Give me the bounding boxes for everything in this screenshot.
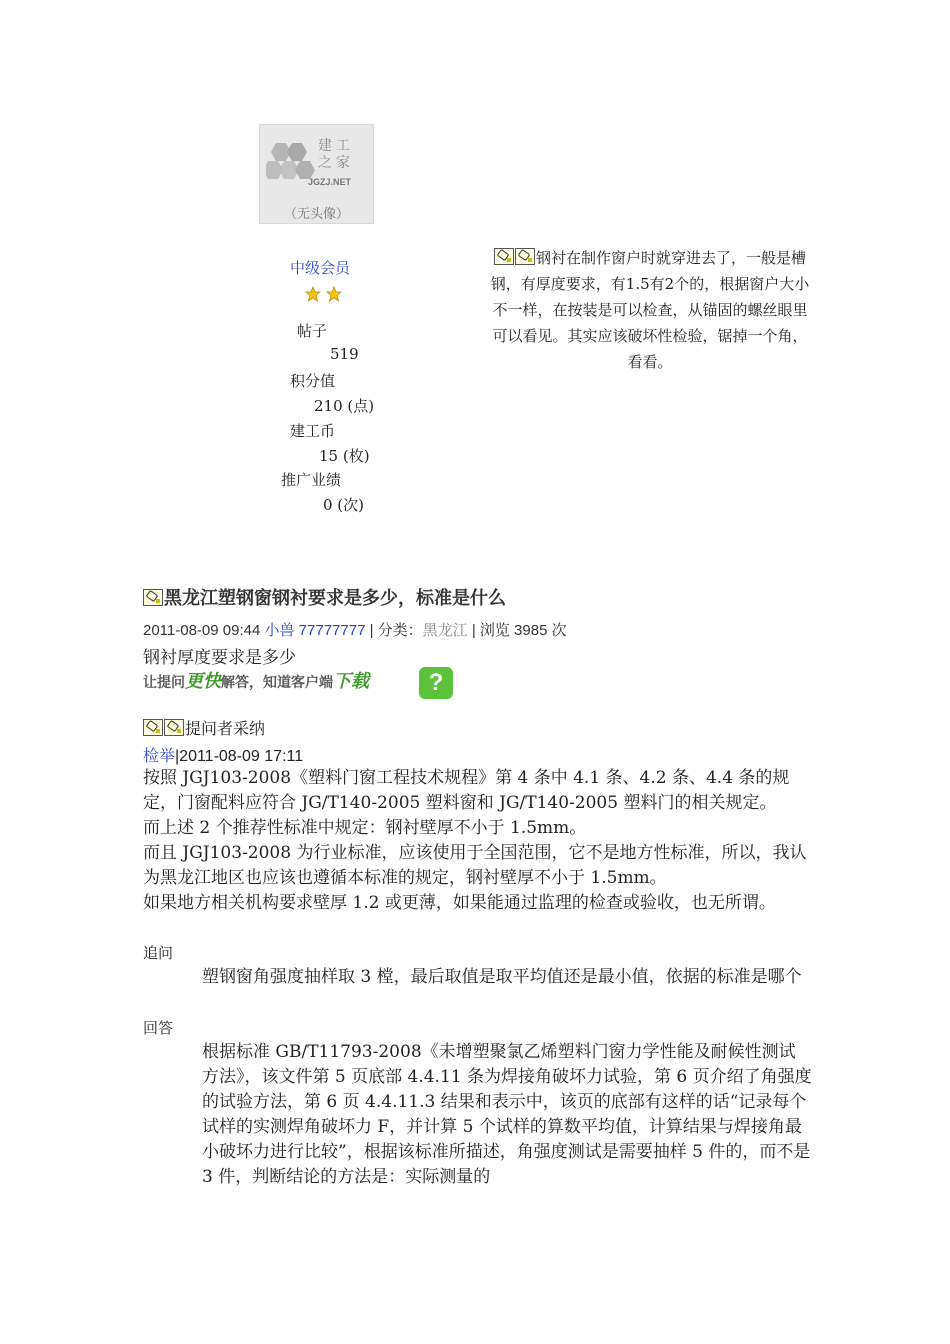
answer-body <box>143 766 823 916</box>
avatar-site: JGZJ.NET <box>308 177 352 187</box>
points-value: 210 (点) <box>314 397 375 415</box>
member-stars <box>305 286 342 306</box>
reply-post <box>490 245 810 375</box>
adopted-label: 提问者采纳 <box>185 719 266 738</box>
question-mark-icon: ? <box>419 667 453 699</box>
points-label: 积分值 <box>290 372 336 390</box>
report-link[interactable]: 检举 <box>143 746 176 765</box>
question-body: 钢衬厚度要求是多少 <box>143 648 296 668</box>
promo-label: 推广业绩 <box>281 471 342 489</box>
category-link[interactable]: 黑龙江 <box>422 621 468 639</box>
quote-icon <box>143 719 163 736</box>
question-datetime: 2011-08-09 09:44 <box>143 622 261 639</box>
banner-text-1: 让提问 <box>143 674 185 690</box>
promo-value: 0 (次) <box>323 496 365 514</box>
banner-text-3: 解答，知道客户端 <box>221 674 333 690</box>
answer-datetime: |2011-08-09 17:11 <box>175 748 304 765</box>
client-download-banner[interactable] <box>143 667 455 701</box>
adopted-answer-header <box>143 716 265 739</box>
answer-paragraph: 如果地方相关机构要求壁厚 1.2 或更薄，如果能通过监理的检查或验收，也无所谓。 <box>143 893 776 913</box>
banner-text-4: 下载 <box>333 671 369 691</box>
member-level-link[interactable]: 中级会员 <box>290 259 351 277</box>
star-icon <box>326 286 342 302</box>
coins-label: 建工币 <box>290 422 336 440</box>
banner-text-2: 更快 <box>185 671 221 691</box>
view-count: | 浏览 3985 次 <box>467 622 567 639</box>
quote-icon <box>515 248 535 265</box>
author-link[interactable]: 小兽 77777777 <box>264 622 366 639</box>
avatar-logo-text: 建工 之家 <box>318 137 354 170</box>
answer-paragraph: 按照 JGJ103-2008《塑料门窗工程技术规程》第 4 条中 4.1 条、4.2 条、4.4 条的规定，门窗配料应符合 JG/T140-2005 塑料窗和 JG/T140-2005 塑料门的相关规定。 <box>143 768 790 813</box>
coins-value: 15 (枚) <box>319 447 370 465</box>
question-icon <box>143 589 163 606</box>
question-title-text: 黑龙江塑钢窗钢衬要求是多少，标准是什么 <box>164 588 506 608</box>
posts-label: 帖子 <box>297 322 328 340</box>
question-meta <box>143 619 567 640</box>
avatar-caption: （无头像） <box>283 206 349 221</box>
reply-text-body: 根据标准 GB/T11793-2008《未增塑聚氯乙烯塑料门窗力学性能及耐候性测试方法》，该文件第 5 页底部 4.4.11 条为焊接角破坏力试验，第 6 页介绍了角强度的试验方法，第 6 页 4.4.11.3 结果和表示中，该页的底部有这样的话“记录每个试样的实测焊角破坏力 F，并计算 5 个试样的算数平均值，计算结果与焊接角最小破坏力进行比较”，根据该标准所描述，角强度测试是需要抽样 5 件的，而不是 3 件，判断结论的方法是：实际测量的 <box>202 1042 812 1187</box>
question-title <box>143 584 506 610</box>
reply-label: 回答 <box>143 1019 174 1037</box>
answer-paragraph: 而上述 2 个推荐性标准中规定：钢衬壁厚不小于 1.5mm。 <box>143 818 587 838</box>
followup-text: 塑钢窗角强度抽样取 3 樘，最后取值是取平均值还是最小值，依据的标准是哪个 <box>202 967 802 987</box>
posts-value: 519 <box>330 345 359 363</box>
avatar <box>259 124 374 224</box>
followup-label: 追问 <box>143 944 174 962</box>
reply-text: 钢衬在制作窗户时就穿进去了，一般是槽钢，有厚度要求，有1.5有2个的，根据窗户大小不一样，在按装是可以检查，从锚固的螺丝眼里可以看见。其实应该破坏性检验，锯掉一个角，看看。 <box>490 249 810 371</box>
star-icon <box>305 286 321 302</box>
category-sep: | 分类： <box>365 622 423 639</box>
answer-paragraph: 而且 JGJ103-2008 为行业标准，应该使用于全国范围，它不是地方性标准，所以，我认为黑龙江地区也应该也遵循本标准的规定，钢衬壁厚不小于 1.5mm。 <box>143 843 807 888</box>
answer-meta <box>143 743 303 766</box>
quote-icon <box>164 719 184 736</box>
quote-icon <box>494 248 514 265</box>
